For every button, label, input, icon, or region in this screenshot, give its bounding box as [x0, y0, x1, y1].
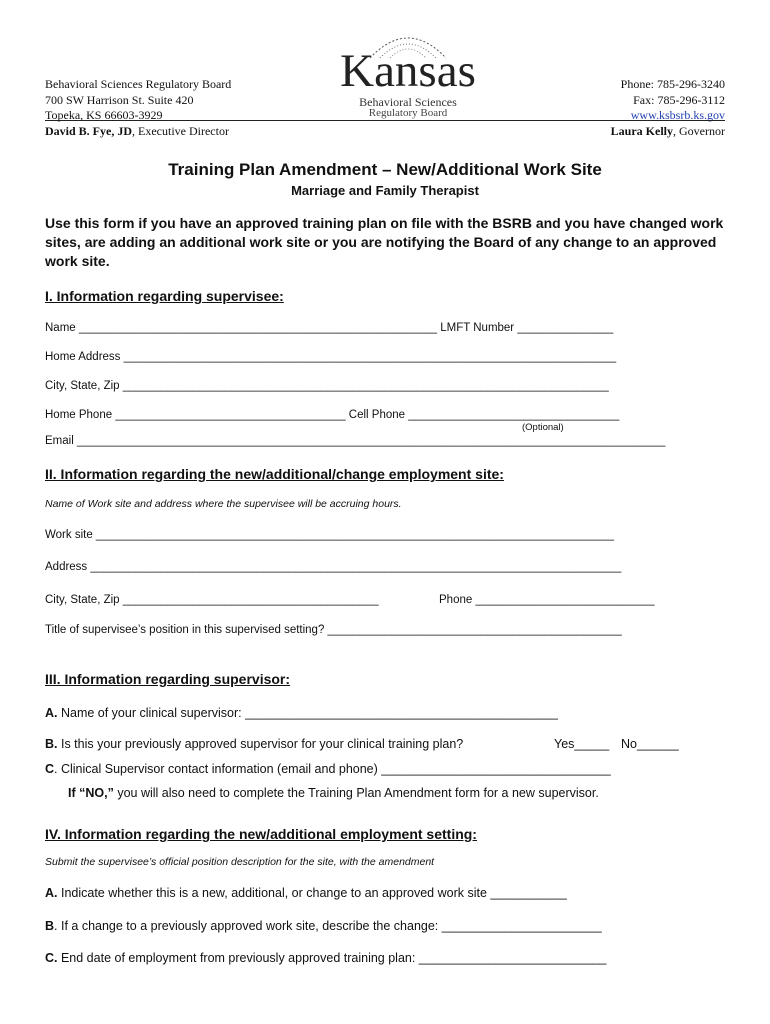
board-contact-block	[611, 77, 725, 139]
board-phone: Phone: 785-296-3240	[620, 77, 725, 91]
item-b-label: B	[45, 919, 55, 933]
yes-answer-field[interactable]: Yes_____	[554, 737, 610, 751]
section-4-heading: IV. Information regarding the new/additional employment setting:	[45, 826, 477, 842]
item-a-text: Indicate whether this is a new, additional, or change to an approved work site ___________	[57, 886, 567, 900]
change-description-field[interactable]	[45, 919, 602, 933]
item-c-text: End date of employment from previously approved training plan: ___________________________	[57, 951, 607, 965]
item-a-text: Name of your clinical supervisor: _____________________________________________	[57, 706, 558, 720]
board-website-link[interactable]: www.ksbsrb.ks.gov	[630, 108, 725, 122]
section-3-heading: III. Information regarding supervisor:	[45, 671, 291, 687]
logo-subtitle-1: Behavioral Sciences	[359, 95, 457, 109]
governor-name: Laura Kelly	[610, 123, 674, 138]
form-subtitle: Marriage and Family Therapist	[291, 183, 479, 198]
work-address-field[interactable]: Address ___________________________________________________________________________________	[45, 561, 622, 573]
supervisor-name-field[interactable]	[45, 706, 558, 720]
director-title: , Executive Director	[132, 123, 229, 138]
end-date-field[interactable]	[45, 951, 607, 965]
item-c-text: . Clinical Supervisor contact information (email and phone) _________________________________	[54, 762, 611, 776]
if-no-instruction	[68, 786, 599, 800]
work-city-field[interactable]: City, State, Zip ________________________________________	[45, 594, 379, 606]
email-field[interactable]: Email ____________________________________________________________________________________________	[45, 435, 666, 447]
if-no-bold: If “NO,”	[68, 786, 114, 800]
work-site-field[interactable]: Work site _________________________________________________________________________________	[45, 529, 614, 541]
position-description-instruction: Submit the supervisee’s official position description for the site, with the amendment	[45, 856, 435, 868]
logo-subtitle-2: Regulatory Board	[368, 107, 448, 119]
optional-note: (Optional)	[522, 422, 564, 433]
item-b-label: B.	[45, 737, 58, 751]
director-name: David B. Fye, JD	[45, 123, 132, 138]
item-b-text: Is this your previously approved supervisor for your clinical training plan?	[57, 737, 464, 751]
position-title-field[interactable]: Title of supervisee’s position in this supervised setting? ______________________________________________	[45, 624, 622, 636]
work-phone-field[interactable]: Phone ____________________________	[439, 594, 655, 606]
section-1-heading: I. Information regarding supervisee:	[45, 288, 284, 304]
header-divider	[45, 120, 725, 121]
form-title: Training Plan Amendment – New/Additional Work Site	[168, 160, 602, 179]
worksite-instruction: Name of Work site and address where the supervisee will be accruing hours.	[45, 498, 402, 510]
supervisee-name-field[interactable]: Name ________________________________________________________ LMFT Number _______________	[45, 322, 614, 334]
board-name: Behavioral Sciences Regulatory Board	[45, 77, 232, 91]
no-answer-field[interactable]: No______	[621, 737, 679, 751]
if-no-text: you will also need to complete the Training Plan Amendment form for a new supervisor.	[113, 786, 599, 800]
previous-supervisor-question	[45, 737, 463, 751]
section-2-heading: II. Information regarding the new/additional/change employment site:	[45, 466, 504, 482]
form-intro: Use this form if you have an approved training plan on file with the BSRB and you have changed work sites, are adding an additional work site or you are notifying the Board of any change to an approved work site.	[45, 215, 724, 269]
item-a-label: A.	[45, 706, 58, 720]
home-address-field[interactable]: Home Address _____________________________________________________________________________	[45, 351, 617, 363]
executive-director	[45, 124, 231, 140]
phone-fields[interactable]: Home Phone ____________________________________ Cell Phone _________________________________	[45, 409, 620, 421]
governor-title: , Governor	[673, 123, 725, 138]
board-street: 700 SW Harrison St. Suite 420	[45, 92, 194, 107]
board-address-block	[45, 77, 231, 139]
item-b-text: . If a change to a previously approved work site, describe the change: _______________________	[54, 919, 602, 933]
board-fax: Fax: 785-296-3112	[633, 92, 725, 107]
item-c-label: C.	[45, 951, 58, 965]
governor	[611, 124, 725, 140]
board-city: Topeka, KS 66603-3929	[45, 108, 163, 122]
item-a-label: A.	[45, 886, 58, 900]
item-c-label: C	[45, 762, 55, 776]
supervisor-contact-field[interactable]	[45, 762, 611, 776]
site-type-field[interactable]	[45, 886, 567, 900]
city-state-zip-field[interactable]: City, State, Zip ____________________________________________________________________________	[45, 380, 609, 392]
logo-wordmark: Kansas	[340, 45, 476, 97]
kansas-bsrb-logo	[340, 24, 476, 124]
